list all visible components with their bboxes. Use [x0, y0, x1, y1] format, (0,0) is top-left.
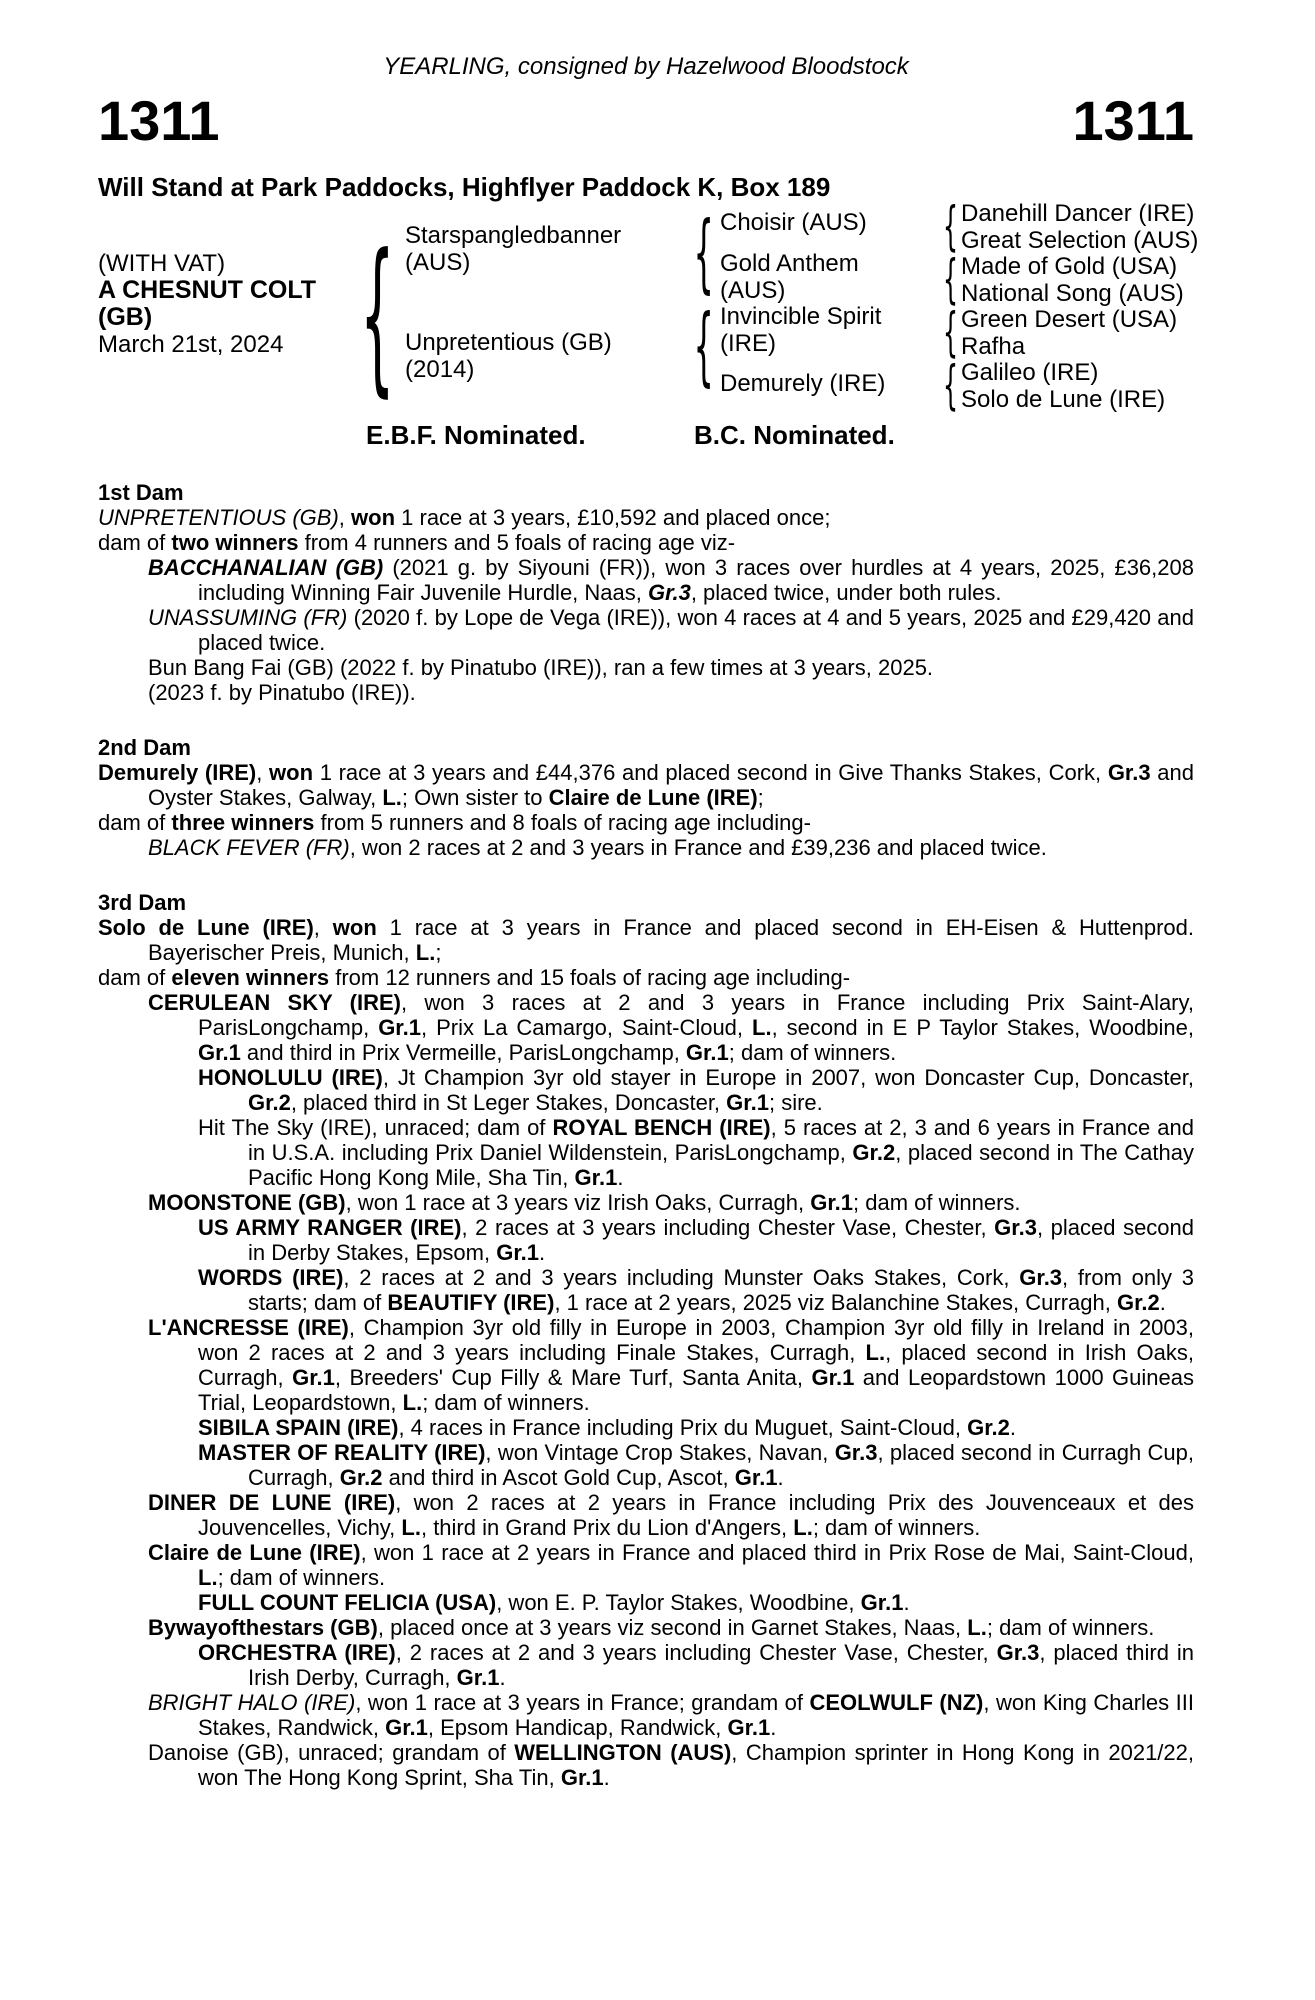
text-run: , 4 races in France including Prix du Muguet, Saint-Cloud, — [398, 1415, 968, 1440]
text-run: ; dam of winners. — [853, 1190, 1021, 1215]
text-run: and third in Prix Vermeille, ParisLongchamp, — [240, 1040, 686, 1065]
dam-name — [405, 329, 695, 383]
sire-name-line1: Starspangledbanner — [405, 222, 622, 249]
text-run: , — [313, 915, 333, 940]
text-run: Claire de Lune (IRE) — [548, 785, 758, 810]
text-run: two winners — [171, 530, 299, 555]
pedigree-paragraph — [98, 810, 1194, 835]
horse-name: A CHESNUT COLT — [98, 276, 317, 304]
text-run: , placed second in The Cathay Pacific Hong Kong Mile, Sha Tin, — [248, 1140, 1194, 1190]
text-run: (2021 g. by Siyouni (FR)), won 3 races over hurdles at 4 years, 2025, £36,208 including Winning Fair Juvenile Hurdle, Naas, — [198, 555, 1194, 605]
text-run: Gr.1 — [726, 1090, 769, 1115]
text-run: from 4 runners and 5 foals of racing age viz- — [298, 530, 736, 555]
text-run: Gr.2 — [1116, 1290, 1160, 1315]
pedigree-brace-g3-3 — [940, 302, 962, 364]
text-run: WORDS (IRE) — [198, 1265, 344, 1290]
text-run: L. — [382, 785, 402, 810]
text-run: , placed second in Irish Oaks, Curragh, — [198, 1340, 1194, 1390]
lot-number-left: 1311 — [98, 89, 220, 152]
text-run: , won E. P. Taylor Stakes, Woodbine, — [496, 1590, 861, 1615]
gen3-name: Solo de Lune (IRE) — [961, 385, 1166, 413]
text-run: Gr.1 — [811, 1365, 855, 1390]
text-run: Gr.1 — [378, 1015, 421, 1040]
text-run: , placed second in Curragh Cup, Curragh, — [248, 1440, 1194, 1490]
text-run: Danoise (GB), unraced; grandam of — [148, 1740, 515, 1765]
text-run: , Jt Champion 3yr old stayer in Europe in 2007, won Doncaster Cup, Doncaster, — [382, 1065, 1195, 1090]
text-run: , 2 races at 3 years including Chester Vase, Chester, — [461, 1215, 995, 1240]
pedigree-paragraph — [98, 760, 1194, 810]
gen3-name: Galileo (IRE) — [961, 359, 1099, 386]
grandsire-ds-line1: Invincible Spirit — [720, 303, 882, 330]
text-run: Gr.1 — [734, 1465, 778, 1490]
pedigree-paragraph — [98, 1415, 1194, 1440]
pedigree-paragraph — [98, 555, 1194, 605]
pedigree-paragraph — [98, 605, 1194, 655]
text-run: , placed second in Derby Stakes, Epsom, — [248, 1215, 1195, 1265]
pedigree-paragraph — [98, 990, 1194, 1065]
text-run: ORCHESTRA (IRE) — [198, 1640, 396, 1665]
text-run: BRIGHT HALO (IRE) — [148, 1690, 356, 1715]
grandsire-dam-side-name — [720, 304, 945, 357]
text-run: , won 1 race at 3 years in France; grandam of — [355, 1690, 810, 1715]
dam-sections — [98, 480, 1194, 1790]
text-run: , won 3 races at 2 and 3 years in France including Prix Saint-Alary, ParisLongchamp, — [198, 990, 1194, 1040]
gen3-name: Rafha — [961, 332, 1026, 360]
pedigree-paragraph — [98, 1065, 1194, 1115]
text-run: US ARMY RANGER (IRE) — [198, 1215, 462, 1240]
text-run: , Champion sprinter in Hong Kong in 2021/22, won The Hong Kong Sprint, Sha Tin, — [198, 1740, 1194, 1790]
text-run: CEOLWULF (NZ) — [809, 1690, 984, 1715]
dam-section — [98, 890, 1194, 1790]
gen3-name: Great Selection (AUS) — [961, 226, 1199, 254]
text-run: . — [1009, 1415, 1017, 1440]
text-run: BLACK FEVER (FR) — [148, 835, 350, 860]
pedigree-paragraph — [98, 1215, 1194, 1265]
nominations-row — [98, 420, 1194, 454]
granddam-sire-side-name — [720, 251, 945, 304]
text-run: L. — [967, 1615, 987, 1640]
section-heading: 1st Dam — [98, 480, 184, 505]
text-run: L. — [415, 940, 436, 965]
text-run: ; — [435, 940, 442, 965]
text-run: . — [617, 1165, 624, 1190]
text-run: 1 race at 3 years and £44,376 and placed second in Give Thanks Stakes, Cork, — [313, 760, 1108, 785]
third-generation-column — [961, 201, 1315, 413]
pedigree-paragraph — [98, 1590, 1194, 1615]
text-run: , placed third in Irish Derby, Curragh, — [248, 1640, 1194, 1690]
text-run: and third in Ascot Gold Cup, Ascot, — [382, 1465, 735, 1490]
text-run: Gr.1 — [456, 1665, 500, 1690]
page-title: YEARLING, consigned by Hazelwood Bloodstock — [383, 53, 909, 80]
gen3-name: Danehill Dancer (IRE) — [961, 200, 1195, 227]
text-run: HONOLULU (IRE) — [198, 1065, 383, 1090]
text-run: L. — [401, 1515, 421, 1540]
text-run: Bun Bang Fai (GB) (2022 f. by Pinatubo (IRE)), ran a few times at 3 years, 2025. — [148, 655, 934, 680]
text-run: Gr.1 — [496, 1240, 540, 1265]
dam-section — [98, 735, 1194, 860]
pedigree-table — [98, 195, 1228, 437]
sire-name — [405, 222, 695, 276]
horse-name-suffix: (GB) — [98, 303, 153, 331]
brace-icon: { — [943, 355, 959, 417]
text-run: three winners — [171, 810, 315, 835]
text-run: . — [499, 1665, 506, 1690]
pedigree-paragraph — [98, 1540, 1194, 1590]
text-run: ; dam of winners. — [422, 1390, 590, 1415]
dam-section — [98, 480, 1194, 705]
section-heading: 3rd Dam — [98, 890, 187, 915]
brace-icon: { — [943, 196, 959, 258]
pedigree-paragraph — [98, 1690, 1194, 1740]
text-run: Gr.1 — [727, 1715, 771, 1740]
pedigree-paragraph — [98, 1115, 1194, 1190]
text-run: Demurely (IRE) — [98, 760, 257, 785]
brace-icon: { — [943, 249, 959, 311]
gen3-name: National Song (AUS) — [961, 279, 1184, 307]
text-run: , placed once at 3 years viz second in Garnet Stakes, Naas, — [377, 1615, 968, 1640]
text-run: , from only 3 starts; dam of — [248, 1265, 1195, 1315]
text-run: ; dam of winners. — [217, 1565, 386, 1590]
gen3-name: Green Desert (USA) — [961, 306, 1178, 333]
text-run: MOONSTONE (GB) — [148, 1190, 346, 1215]
text-run: , placed third in St Leger Stakes, Doncaster, — [290, 1090, 727, 1115]
pedigree-brace-main — [359, 221, 395, 415]
text-run: won — [332, 915, 377, 940]
text-run: , — [256, 760, 270, 785]
pedigree-brace-g3-4 — [940, 355, 962, 417]
text-run: , won 1 race at 2 years in France and placed third in Prix Rose de Mai, Saint-Cloud, — [360, 1540, 1194, 1565]
text-run: . — [1159, 1290, 1166, 1315]
vat-label: (WITH VAT) — [98, 250, 226, 277]
text-run: , — [338, 505, 352, 530]
text-run: FULL COUNT FELICIA (USA) — [198, 1590, 497, 1615]
text-run: L. — [402, 1390, 423, 1415]
text-run: , Epsom Handicap, Randwick, — [427, 1715, 728, 1740]
text-run: , Prix La Camargo, Saint-Cloud, — [421, 1015, 753, 1040]
text-run: BEAUTIFY (IRE) — [387, 1290, 555, 1315]
text-run: UNPRETENTIOUS (GB) — [98, 505, 339, 530]
text-run: ; — [757, 785, 764, 810]
pedigree-paragraph — [98, 1615, 1194, 1640]
pedigree-paragraph — [98, 1440, 1194, 1490]
pedigree-paragraph — [98, 965, 1194, 990]
text-run: BACCHANALIAN (GB) — [148, 555, 384, 580]
text-run: dam of — [98, 810, 172, 835]
text-run: from 5 runners and 8 foals of racing age including- — [314, 810, 811, 835]
pedigree-paragraph — [98, 835, 1194, 860]
text-run: ; dam of winners. — [728, 1040, 897, 1065]
text-run: dam of — [98, 965, 172, 990]
text-run: Claire de Lune (IRE) — [148, 1540, 361, 1565]
pedigree-paragraph — [98, 505, 1194, 530]
pedigree-paragraph — [98, 1740, 1194, 1790]
pedigree-paragraph — [98, 1640, 1194, 1690]
text-run: L. — [198, 1565, 218, 1590]
text-run: 1 race at 3 years, £10,592 and placed once; — [395, 505, 831, 530]
text-run: . — [603, 1765, 610, 1790]
text-run: UNASSUMING (FR) — [148, 605, 348, 630]
text-run: , Champion 3yr old filly in Europe in 2003, Champion 3yr old filly in Ireland in 2003, won 2 races at 2 and 3 years including Finale Stakes, Curragh, — [198, 1315, 1194, 1365]
pedigree-paragraph — [98, 1265, 1194, 1315]
text-run: ; sire. — [768, 1090, 823, 1115]
text-run: , won 2 races at 2 and 3 years in France and £39,236 and placed twice. — [349, 835, 1047, 860]
text-run: won — [269, 760, 314, 785]
text-run: . — [770, 1715, 777, 1740]
brace-icon: { — [693, 297, 715, 397]
grandsire-name — [720, 210, 945, 237]
text-run: MASTER OF REALITY (IRE) — [198, 1440, 486, 1465]
text-run: Gr.3 — [1107, 760, 1151, 785]
brace-icon: { — [943, 302, 959, 364]
text-run: Gr.2 — [339, 1465, 383, 1490]
text-run: , third in Grand Prix du Lion d'Angers, — [420, 1515, 794, 1540]
text-run: won — [351, 505, 396, 530]
text-run: Bywayofthestars (GB) — [148, 1615, 378, 1640]
text-run: . — [903, 1590, 910, 1615]
pedigree-brace-g3-1 — [940, 196, 962, 258]
text-run: (2020 f. by Lope de Vega (IRE)), won 4 races at 4 and 5 years, 2025 and £29,420 and placed twice. — [198, 605, 1194, 655]
text-run: , won Vintage Crop Stakes, Navan, — [485, 1440, 835, 1465]
granddam-name — [720, 371, 945, 398]
brace-icon: { — [693, 204, 715, 304]
text-run: DINER DE LUNE (IRE) — [148, 1490, 396, 1515]
text-run: eleven winners — [171, 965, 330, 990]
text-run: and Oyster Stakes, Galway, — [148, 760, 1194, 810]
grandsire-line1: Choisir (AUS) — [720, 209, 867, 236]
text-run: , won King Charles III Stakes, Randwick, — [198, 1690, 1194, 1740]
text-run: , 5 races at 2, 3 and 6 years in France and in U.S.A. including Prix Daniel Wildenstein, ParisLongchamp, — [248, 1115, 1194, 1165]
pedigree-brace-dam — [692, 298, 716, 396]
pedigree-paragraph — [98, 1490, 1194, 1540]
ebf-nomination: E.B.F. Nominated. — [366, 420, 586, 450]
text-run: L. — [865, 1340, 886, 1365]
text-run: Gr.1 — [292, 1365, 335, 1390]
text-run: 1 race at 3 years in France and placed second in EH-Eisen & Huttenprod. Bayerischer Preis, Munich, — [148, 915, 1194, 965]
text-run: Gr.3 — [1019, 1265, 1063, 1290]
text-run: Solo de Lune (IRE) — [98, 915, 314, 940]
text-run: L'ANCRESSE (IRE) — [148, 1315, 349, 1340]
sire-name-line2: (AUS) — [405, 249, 471, 276]
granddam-ss-line1: Gold Anthem — [720, 250, 859, 277]
text-run: Gr.3 — [994, 1215, 1037, 1240]
lot-number-right: 1311 — [1072, 89, 1194, 152]
text-run: Gr.1 — [574, 1165, 618, 1190]
text-run: , won 2 races at 2 years in France including Prix des Jouvenceaux et des Jouvencelles, Vichy, — [198, 1490, 1194, 1540]
text-run: CERULEAN SKY (IRE) — [148, 990, 401, 1015]
pedigree-brace-sire — [692, 204, 716, 304]
text-run: L. — [752, 1015, 772, 1040]
text-run: ; dam of winners. — [986, 1615, 1155, 1640]
text-run: , placed twice, under both rules. — [690, 580, 1002, 605]
text-run: Gr.3 — [834, 1440, 878, 1465]
text-run: and Leopardstown 1000 Guineas Trial, Leopardstown, — [198, 1365, 1194, 1415]
text-run: ROYAL BENCH (IRE) — [552, 1115, 771, 1140]
text-run: ; Own sister to — [401, 785, 549, 810]
pedigree-paragraph — [98, 530, 1194, 555]
text-run: Gr.1 — [385, 1715, 428, 1740]
pedigree-paragraph — [98, 915, 1194, 965]
text-run: dam of — [98, 530, 172, 555]
stand-location-line: Will Stand at Park Paddocks, Highflyer Paddock K, Box 189 — [98, 172, 831, 202]
text-run: L. — [793, 1515, 813, 1540]
text-run: Gr.2 — [852, 1140, 896, 1165]
text-run: ; dam of winners. — [812, 1515, 981, 1540]
text-run: from 12 runners and 15 foals of racing age including- — [329, 965, 851, 990]
text-run: , 1 race at 2 years, 2025 viz Balanchine Stakes, Curragh, — [554, 1290, 1117, 1315]
granddam-line1: Demurely (IRE) — [720, 370, 886, 397]
text-run: Gr.1 — [560, 1765, 604, 1790]
text-run: . — [777, 1465, 784, 1490]
lot-details — [98, 250, 393, 358]
pedigree-brace-g3-2 — [940, 249, 962, 311]
text-run: SIBILA SPAIN (IRE) — [198, 1415, 399, 1440]
text-run: Hit The Sky (IRE), unraced; dam of — [198, 1115, 553, 1140]
text-run: , Breeders' Cup Filly & Mare Turf, Santa Anita, — [334, 1365, 812, 1390]
text-run: Gr.1 — [198, 1040, 241, 1065]
text-run: Gr.3 — [648, 580, 691, 605]
text-run: , 2 races at 2 and 3 years including Munster Oaks Stakes, Cork, — [343, 1265, 1020, 1290]
gen3-name: Made of Gold (USA) — [961, 253, 1178, 280]
text-run: WELLINGTON (AUS) — [514, 1740, 732, 1765]
brace-icon: { — [359, 221, 395, 415]
pedigree-paragraph — [98, 1190, 1194, 1215]
text-run: Gr.1 — [860, 1590, 904, 1615]
grandsire-ds-line2: (IRE) — [720, 329, 776, 357]
text-run: , second in E P Taylor Stakes, Woodbine, — [771, 1015, 1194, 1040]
granddam-ss-line2: (AUS) — [720, 276, 786, 304]
pedigree-paragraph — [98, 655, 1194, 680]
text-run: (2023 f. by Pinatubo (IRE)). — [148, 680, 416, 705]
pedigree-paragraph — [98, 1315, 1194, 1415]
text-run: Gr.2 — [248, 1090, 291, 1115]
text-run: Gr.3 — [996, 1640, 1040, 1665]
bc-nomination: B.C. Nominated. — [694, 420, 895, 450]
text-run: , 2 races at 2 and 3 years including Chester Vase, Chester, — [395, 1640, 997, 1665]
section-heading: 2nd Dam — [98, 735, 191, 760]
text-run: , won 1 race at 3 years viz Irish Oaks, Curragh, — [345, 1190, 811, 1215]
dam-name-line2: (2014) — [405, 356, 475, 383]
text-run: . — [539, 1240, 546, 1265]
text-run: Gr.2 — [967, 1415, 1010, 1440]
dam-name-line1: Unpretentious (GB) — [405, 329, 612, 356]
lot-number-row — [98, 89, 1194, 152]
pedigree-paragraph — [98, 680, 1194, 705]
text-run: Gr.1 — [810, 1190, 854, 1215]
text-run: Gr.1 — [685, 1040, 729, 1065]
foal-date: March 21st, 2024 — [98, 331, 284, 358]
